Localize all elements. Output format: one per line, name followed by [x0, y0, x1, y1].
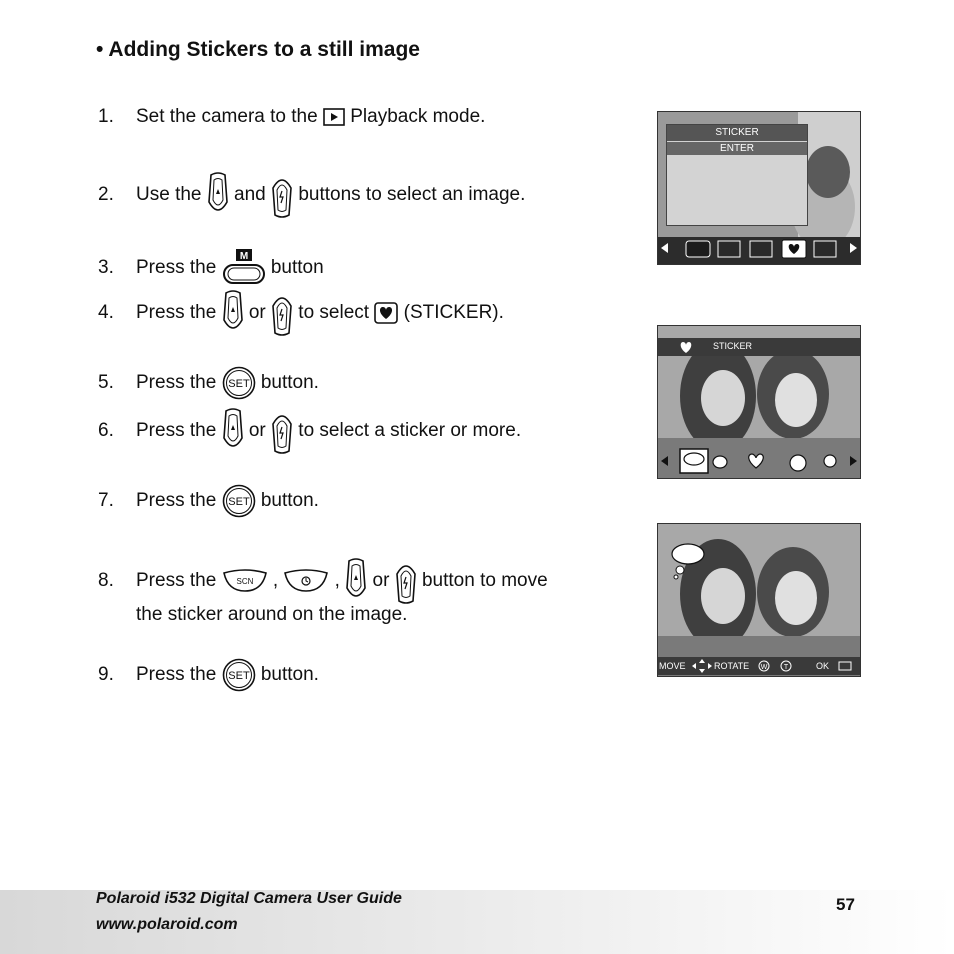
help-bar: MOVE ROTATE W T OK	[658, 657, 860, 675]
up-button-icon	[222, 408, 244, 454]
step-8: 8. Press the SCN , , or button to move	[98, 558, 548, 604]
set-button-icon	[222, 484, 256, 518]
svg-text:SET: SET	[227, 378, 250, 390]
svg-text:M: M	[239, 251, 248, 262]
menu-title: STICKER	[667, 125, 807, 141]
lcd-screen-sticker-menu	[657, 111, 861, 265]
step-9: 9. Press the SET button.	[98, 658, 319, 692]
up-button-icon	[222, 290, 244, 336]
four-way-arrow-icon	[692, 659, 712, 673]
up-button-icon	[207, 172, 229, 218]
footer-url[interactable]: www.polaroid.com	[96, 916, 238, 933]
down-button-icon	[271, 172, 293, 218]
menu-item-enter[interactable]: ENTER	[667, 142, 807, 155]
sticker-menu	[666, 124, 808, 226]
step-5: 5. Press the SET button.	[98, 366, 319, 400]
function-icon-bar	[658, 238, 860, 262]
step-8-continued: the sticker around on the image.	[136, 604, 408, 625]
svg-text:T: T	[783, 664, 789, 671]
page-title: • Adding Stickers to a still image	[96, 38, 420, 61]
down-button-icon	[395, 558, 417, 604]
step-4: 4. Press the or to select (STICKER).	[98, 290, 504, 336]
zoom-wt-icon	[758, 659, 798, 673]
set-button-icon	[222, 366, 256, 400]
sticker-header: STICKER	[658, 338, 860, 356]
step-3: 3. Press the M button	[98, 249, 324, 287]
down-button-icon	[271, 408, 293, 454]
set-button-icon	[222, 658, 256, 692]
photo-background	[658, 524, 860, 676]
svg-text:SET: SET	[227, 670, 250, 682]
down-button-icon	[271, 290, 293, 336]
menu-button-icon	[222, 249, 266, 287]
svg-text:SCN: SCN	[236, 577, 253, 586]
svg-text:W: W	[760, 664, 768, 671]
footer-guide-title: Polaroid i532 Digital Camera User Guide	[96, 890, 402, 907]
step-1: 1. Set the camera to the Playback mode.	[98, 106, 486, 127]
set-key-icon	[838, 661, 852, 671]
scene-button-icon	[222, 569, 268, 593]
step-6: 6. Press the or to select a sticker or more.	[98, 408, 521, 454]
sticker-choices-bar	[658, 448, 860, 474]
selftimer-button-icon	[283, 569, 329, 593]
lcd-screen-sticker-select	[657, 325, 861, 479]
heart-icon	[678, 341, 694, 354]
page-number: 57	[836, 895, 855, 914]
step-2: 2. Use the and buttons to select an image.	[98, 172, 525, 218]
up-button-icon	[345, 558, 367, 604]
playback-icon	[323, 108, 345, 126]
svg-text:SET: SET	[227, 496, 250, 508]
lcd-screen-sticker-move	[657, 523, 861, 677]
sticker-heart-icon	[374, 302, 398, 324]
page-footer	[0, 890, 954, 954]
step-7: 7. Press the SET button.	[98, 484, 319, 518]
